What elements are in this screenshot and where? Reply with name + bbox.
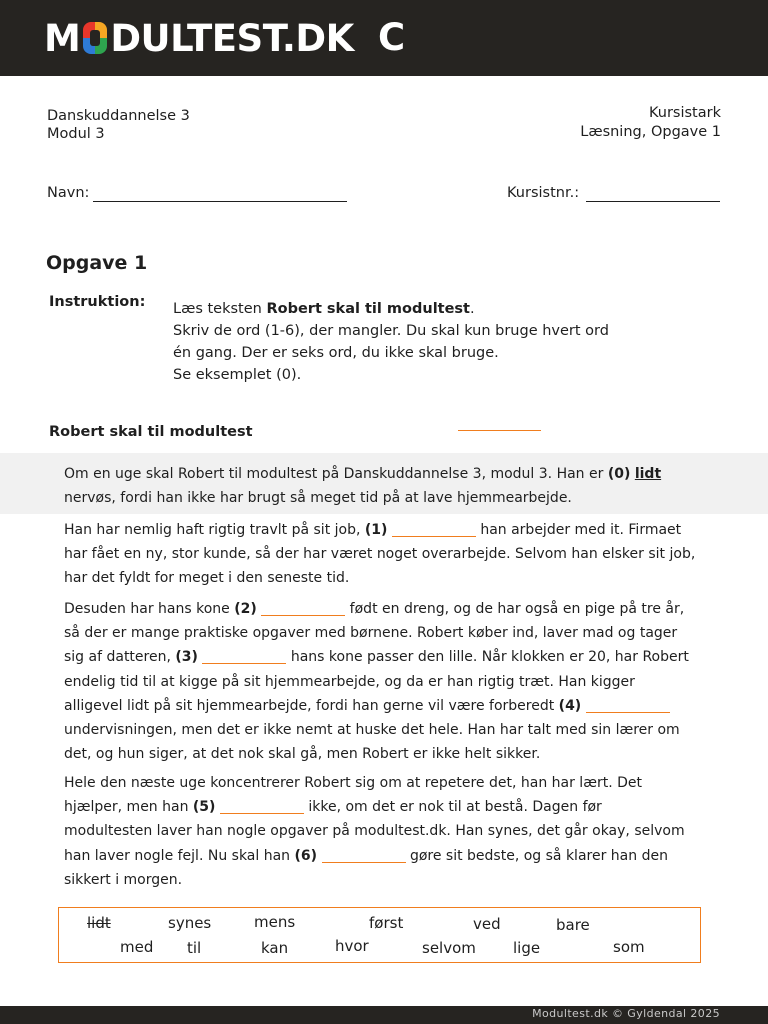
gap-2-field[interactable] [261,602,345,616]
gap-6-field[interactable] [322,849,406,863]
word-bank-item: bare [556,916,590,934]
word-bank-item: med [120,938,154,956]
word-bank-item: synes [168,914,212,932]
word-bank [58,907,701,963]
task-title: Opgave 1 [46,252,148,274]
instruction-label: Instruktion: [49,294,146,310]
gap-marker-0: (0) [607,466,631,482]
word-bank-item: kan [261,939,289,957]
logo-text-right: DULTEST.DK [110,16,354,60]
gap-3-field[interactable] [202,650,286,664]
example-paragraph: Om en uge skal Robert til modultest på Danskuddannelse 3, modul 3. Han er (0) lidt nervøs, fordi han ikke har brugt så meget tid på at lave hjemmearbejde. [64,466,662,507]
instruction-text-title: Robert skal til modultest [266,301,470,317]
gap-marker-6: (6) [294,847,318,864]
gap-5-field[interactable] [220,800,304,814]
student-no-label: Kursistnr.: [507,185,580,201]
word-bank-item: som [613,938,645,956]
paragraph-2: Desuden har hans kone (2) født en dreng, og de har også en pige på tre år, så der er mange praktiske opgaver med børnene. Robert køber ind, laver mad og tager sig af datteren, (3) hans kone passer den lille. Når klokken er 20, har Robert endelig tid til at kigge på sit hjemmearbejde, og da er han rigtig træt. Han kigger alligevel lidt på sit hjemmearbejde, fordi han gerne vil være forberedt (4) undervisningen, men det er ikke nemt at huske det hele. Han har talt med sin lærer om det, og hun siger, at det nok skal gå, men Robert er ikke helt sikker. [64,601,689,763]
paragraph-3: Hele den næste uge koncentrerer Robert sig om at repetere det, han har lært. Det hjælper, men han (5) ikke, om det er nok til at bestå. Dagen før modultesten laver han nogle opgaver på modultest.dk. Han synes, det går okay, selvom han laver nogle fejl. Nu skal han (6) gøre sit bedste, og så klarer han den sikkert i morgen. [64,775,685,888]
word-bank-item: selvom [422,939,476,957]
text-title: Robert skal til modultest [49,424,253,440]
footer-bar [0,1006,768,1024]
header-bar [0,0,768,76]
logo-text-left: M [44,16,81,60]
kursistark-label: Kursistark [648,105,721,121]
word-bank-item: lige [513,939,541,957]
gap-1-field[interactable] [392,523,476,537]
divider [458,430,541,431]
modultest-logo [44,14,354,62]
word-bank-item: lidt [87,914,111,932]
section-label: Læsning, Opgave 1 [580,124,721,140]
gap-marker-1: (1) [364,522,388,538]
example-answer: lidt [634,466,662,482]
gap-marker-5: (5) [192,799,216,816]
word-bank-item: mens [254,913,296,931]
level-letter: C [378,16,406,59]
word-bank-item: først [369,914,404,932]
name-field[interactable] [93,201,347,202]
word-bank-item: til [187,939,202,957]
instruction-text: Læs teksten Robert skal til modultest. Skriv de ord (1-6), der mangler. Du skal kun bruge hvert ord én gang. Der er seks ord, du ikke skal bruge. Se eksemplet (0). [173,301,609,383]
logo-o-icon [83,22,107,54]
gap-marker-3: (3) [175,649,198,666]
gap-marker-2: (2) [234,601,257,617]
word-bank-item: ved [473,915,501,933]
word-bank-item: hvor [335,937,369,955]
course-name: Danskuddannelse 3 [47,108,190,124]
footer-copyright: Modultest.dk © Gyldendal 2025 [532,1007,720,1020]
student-no-field[interactable] [586,201,720,202]
gap-4-field[interactable] [586,699,670,713]
gap-marker-4: (4) [558,697,582,714]
name-label: Navn: [47,185,90,201]
module-name: Modul 3 [47,126,105,142]
paragraph-1: Han har nemlig haft rigtig travlt på sit job, (1) han arbejder med it. Firmaet har fået en ny, stor kunde, så der har været noget overarbejde. Selvom han elsker sit job, har det fyldt for meget i den seneste tid. [64,522,696,587]
